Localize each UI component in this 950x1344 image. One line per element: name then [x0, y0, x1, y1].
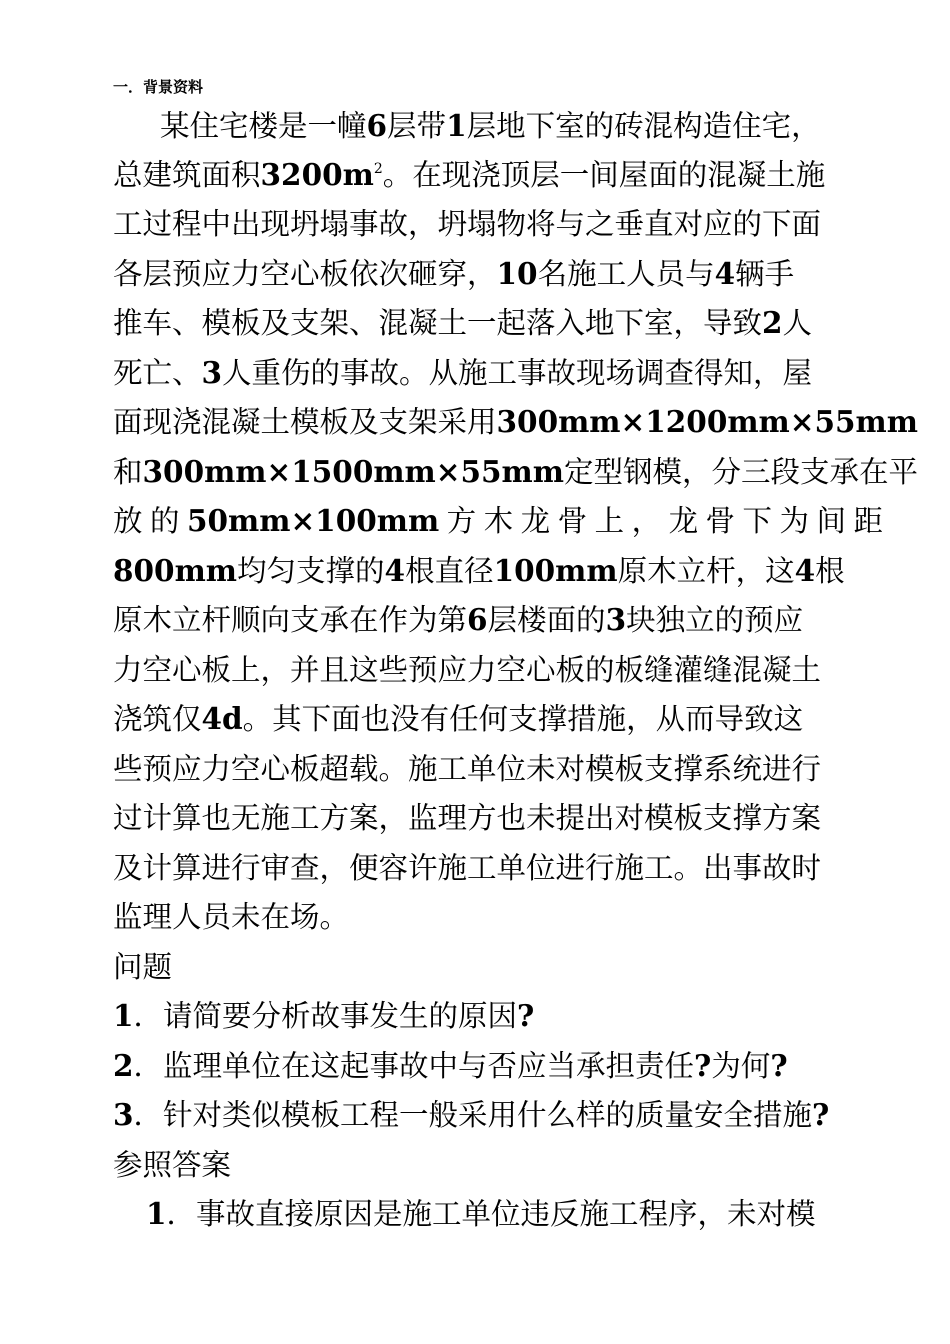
- paragraph-line: 某住宅楼是一幢6层带1层地下室的砖混构造住宅，: [160, 108, 821, 143]
- paragraph-line: 工过程中出现坍塌事故，坍塌物将与之垂直对应的下面: [113, 207, 822, 241]
- paragraph-line: 监理人员未在场。: [113, 900, 350, 934]
- superscript: 2: [373, 161, 383, 177]
- paragraph-line: 及计算进行审查，便容许施工单位进行施工。出事故时: [113, 851, 822, 885]
- question-item: 2．监理单位在这起事故中与否应当承担责任?为何?: [113, 1048, 788, 1083]
- paragraph-line: 浇筑仅4d。其下面也没有任何支撑措施，从而导致这: [113, 701, 804, 736]
- paragraph-line: 些预应力空心板超载。施工单位未对模板支撑系统进行: [113, 752, 822, 786]
- paragraph-line: 800mm均匀支撑的4根直径100mm原木立杆，这4根: [113, 553, 845, 588]
- questions-heading: 问题: [113, 950, 173, 984]
- answer-line: 1．事故直接原因是施工单位违反施工程序，未对模: [146, 1196, 816, 1231]
- paragraph-line: 总建筑面积$3200m^2$。在现浇顶层一间屋面的混凝土施: [113, 157, 826, 192]
- paragraph-line: 原木立杆顺向支承在作为第6层楼面的3块独立的预应: [113, 602, 804, 637]
- paragraph-line: 过计算也无施工方案，监理方也未提出对模板支撑方案: [113, 801, 822, 835]
- paragraph-line: 各层预应力空心板依次砸穿，10名施工人员与4辆手: [113, 256, 795, 291]
- section-heading: 一．背景资料: [113, 78, 204, 96]
- paragraph-line: 力空心板上，并且这些预应力空心板的板缝灌缝混凝土: [113, 653, 822, 687]
- question-item: 1．请简要分析故事发生的原因?: [113, 998, 535, 1033]
- paragraph-line: 推车、模板及支架、混凝土一起落入地下室，导致2人: [113, 305, 813, 340]
- answer-heading: 参照答案: [113, 1148, 232, 1182]
- paragraph-line: 和300mm×1500mm×55mm定型钢模，分三段支承在平: [113, 454, 918, 489]
- paragraph-line: 放的50mm×100mm方木龙骨上，龙骨下为间距: [113, 503, 883, 538]
- paragraph-line: 面现浇混凝土模板及支架采用300mm×1200mm×55mm: [113, 404, 918, 439]
- question-item: 3．针对类似模板工程一般采用什么样的质量安全措施?: [113, 1097, 830, 1132]
- paragraph-line: 死亡、3人重伤的事故。从施工事故现场调查得知，屋: [113, 355, 813, 390]
